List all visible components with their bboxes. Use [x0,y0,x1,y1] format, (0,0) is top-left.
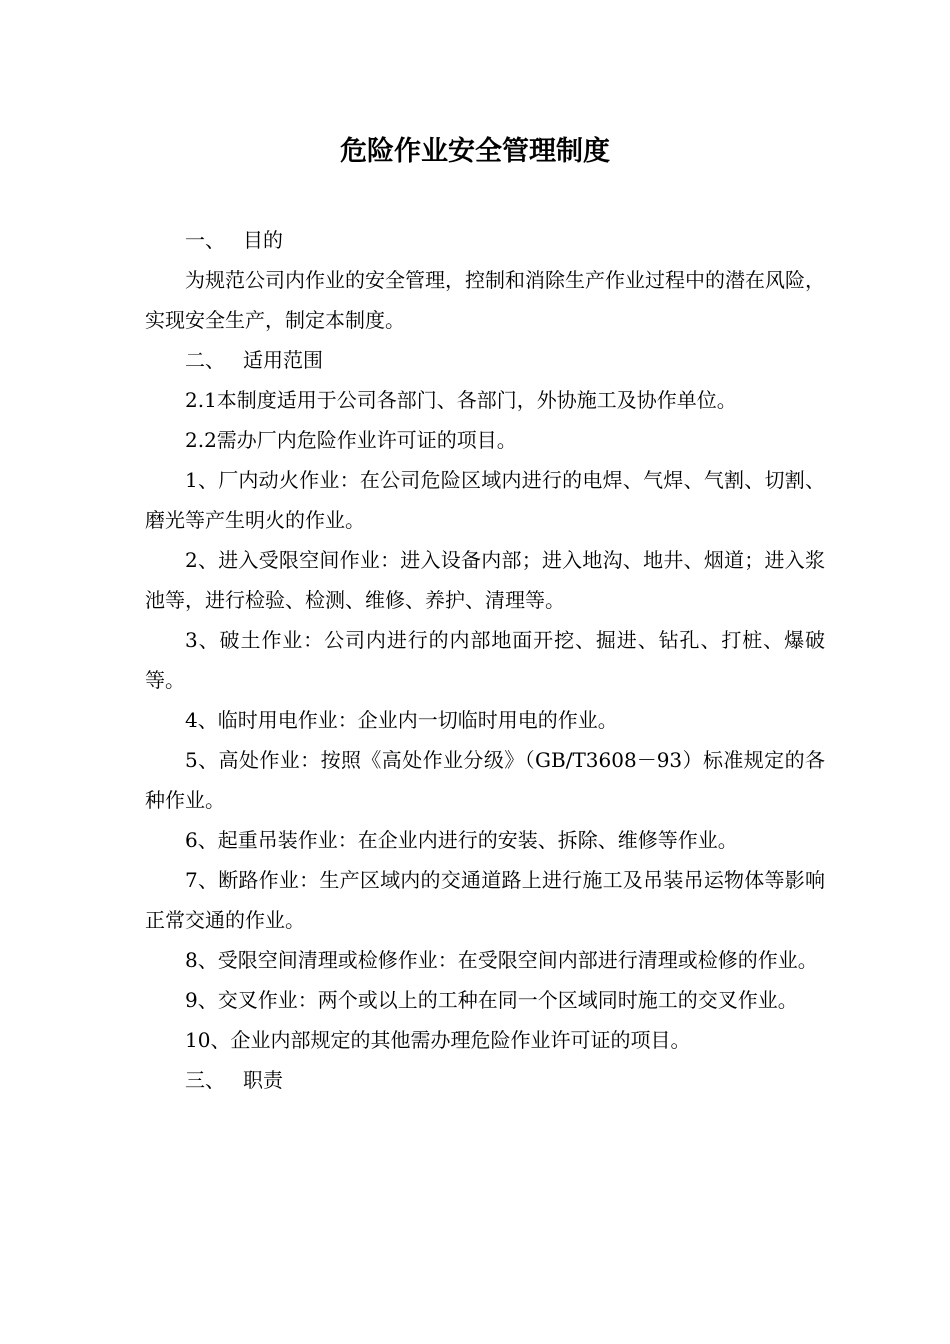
list-item: 2、进入受限空间作业：进入设备内部；进入地沟、地井、烟道；进入浆池等，进行检验、检测、维修、养护、清理等。 [145,548,825,612]
list-item: 9、交叉作业：两个或以上的工种在同一个区域同时施工的交叉作业。 [185,988,798,1012]
section-heading-scope [145,340,825,380]
section-heading-purpose [145,220,825,260]
section-title: 适用范围 [243,348,323,372]
list-item: 6、起重吊装作业：在企业内进行的安装、拆除、维修等作业。 [185,828,738,852]
list-item: 3、破土作业：公司内进行的内部地面开挖、掘进、钻孔、打桩、爆破等。 [145,628,825,692]
section-number: 三、 [185,1068,225,1092]
list-item: 5、高处作业：按照《高处作业分级》（GB/T3608－93）标准规定的各种作业。 [145,748,825,812]
section-heading-responsibilities [145,1060,825,1100]
section-number: 二、 [185,348,225,372]
document-body [145,220,825,1100]
list-item: 7、断路作业：生产区域内的交通道路上进行施工及吊装吊运物体等影响正常交通的作业。 [145,868,825,932]
list-item: 8、受限空间清理或检修作业：在受限空间内部进行清理或检修的作业。 [185,948,818,972]
section-number: 一、 [185,228,225,252]
paragraph-purpose: 为规范公司内作业的安全管理，控制和消除生产作业过程中的潜在风险，实现安全生产，制定本制度。 [145,268,825,332]
list-item: 4、临时用电作业：企业内一切临时用电的作业。 [185,708,618,732]
section-title: 职责 [243,1068,283,1092]
paragraph-scope-2-1: 2.1本制度适用于公司各部门、各部门，外协施工及协作单位。 [185,388,737,412]
section-title: 目的 [243,228,283,252]
paragraph-scope-2-2: 2.2需办厂内危险作业许可证的项目。 [185,428,517,452]
list-item: 10、企业内部规定的其他需办理危险作业许可证的项目。 [185,1028,691,1052]
list-item: 1、厂内动火作业：在公司危险区域内进行的电焊、气焊、气割、切割、磨光等产生明火的作业。 [145,468,825,532]
document-title: 危险作业安全管理制度 [340,136,610,167]
